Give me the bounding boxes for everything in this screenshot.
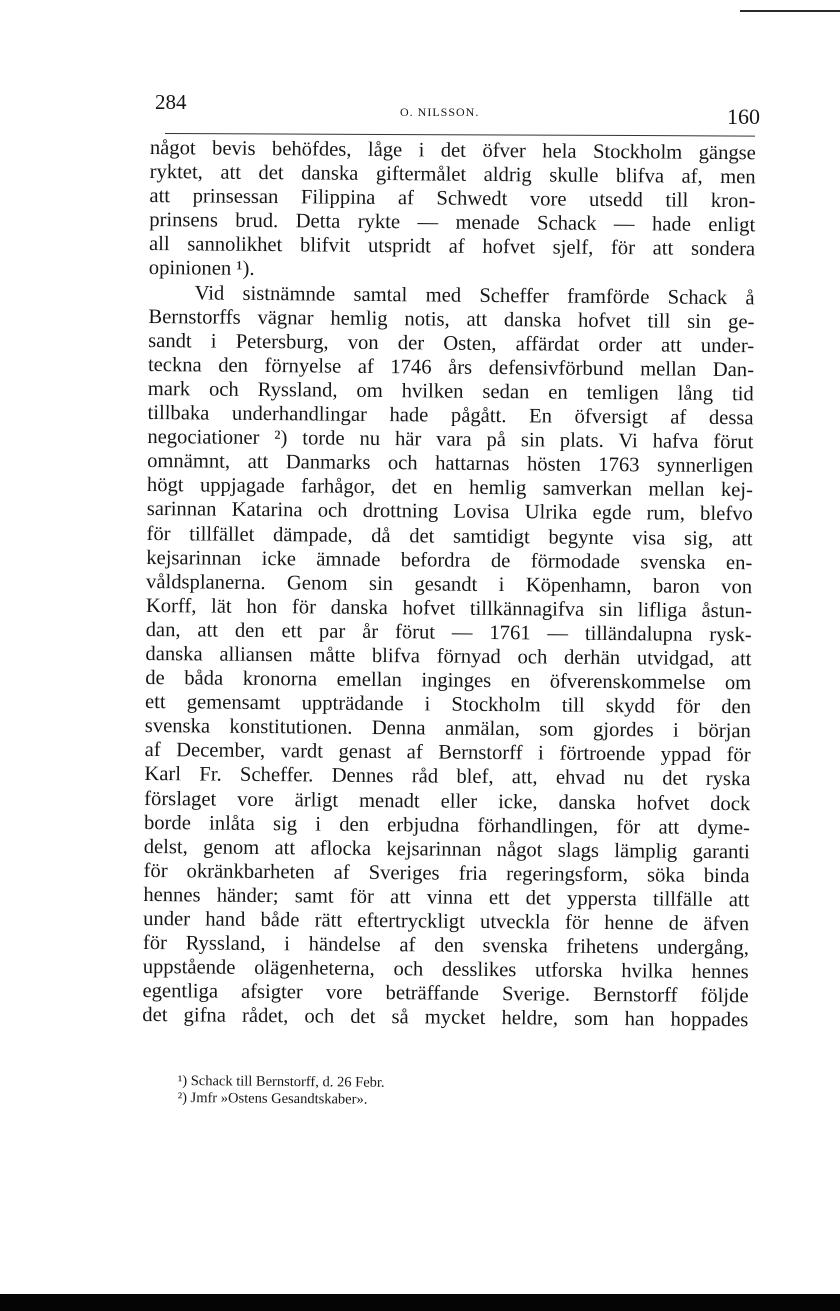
text-line: negociationer ²) torde nu här vara på sin plats. Vi hafva förut [147, 426, 754, 454]
text-line: Bernstorffs vägnar hemlig notis, att danska hofvet till sin ge- [148, 305, 755, 333]
text-line: sarinnan Katarina och drottning Lovisa Ulrika egde rum, blefvo [146, 498, 753, 526]
footnotes [178, 1073, 385, 1109]
text-line: teckna den förnyelse af 1746 års defensivförbund mellan Dan- [147, 353, 755, 382]
text-line: borde inlåta sig i den erbjudna förhandlingen, för att dyme- [143, 811, 751, 839]
text-line: för Ryssland, i händelse af den svenska frihetens undergång, [142, 932, 750, 960]
footnote-2: ²) Jmfr »Ostens Gesandtskaber». [177, 1089, 368, 1108]
text-line: det gifna rådet, och det så mycket heldre, som han hoppades [142, 1004, 749, 1032]
text-line: uppstående olägenheterna, och desslikes utforska hvilka hennes [142, 956, 749, 984]
text-line: sandt i Petersburg, von der Osten, affärdat order att under- [148, 329, 755, 358]
text-line: under hand både rätt eftertryckligt utveckla för henne de äfven [143, 907, 750, 936]
text-line: svenska konstitutionen. Denna anmälan, som gjordes i början [144, 715, 751, 743]
text-line: delst, genom att aflocka kejsarinnan något slags lämplig garanti [143, 835, 750, 863]
text-line: för tillfället dämpade, då det samtidigt begynte visa sig, att [146, 522, 753, 550]
text-line: omnämnt, att Danmarks och hattarnas hösten 1763 synnerligen [147, 450, 754, 478]
scan-bottom-band [0, 1294, 840, 1311]
text-line: Karl Fr. Scheffer. Dennes råd blef, att, ehvad nu det ryska [144, 763, 751, 791]
body-text [142, 136, 756, 1033]
text-line: kejsarinnan icke ämnade befordra de förmodade svenska en- [146, 546, 753, 574]
text-line: Korff, lät hon för danska hofvet tillkännagifva sin lifliga åstun- [145, 594, 752, 623]
running-title: O. NILSSON. [400, 105, 480, 119]
text-line: prinsens brud. Detta rykte — menade Schack — hade enligt [149, 209, 756, 237]
text-line: ryktet, att det danska giftermålet aldrig skulle blifva af, men [149, 161, 756, 189]
text-line: egentliga afsigter vore beträffande Sverige. Bernstorff följde [142, 980, 749, 1008]
text-line: högt uppjagade farhågor, det en hemlig samverkan mellan kej- [146, 474, 754, 502]
text-line: af December, vardt genast af Bernstorff i förtroende yppad för [144, 739, 751, 767]
text-line: för okränkbarheten af Sveriges fria regeringsform, söka binda [143, 859, 750, 888]
text-line: ett gemensamt uppträdande i Stockholm till skydd för den [144, 691, 752, 719]
text-line: mark och Ryssland, om hvilken sedan en temligen lång tid [147, 377, 754, 406]
text-line: all sannolikhet blifvit utspridt af hofvet sjelf, för att sondera [148, 233, 756, 261]
left-page-number: 284 [155, 90, 187, 114]
right-page-number: 160 [727, 104, 760, 129]
text-line: att prinsessan Filippina af Schwedt vore utsedd till kron- [149, 185, 756, 213]
text-line: Vid sistnämnde samtal med Scheffer framförde Schack å [194, 281, 755, 309]
footnote-1: ¹) Schack till Bernstorff, d. 26 Febr. [177, 1073, 385, 1091]
text-line: förslaget vore ärligt menadt eller icke, danska hofvet dock [144, 787, 751, 815]
text-line: dan, att den ett par år förut — 1761 — tilländalupna rysk- [145, 618, 752, 647]
text-line: hennes händer; samt för att vinna ett det yppersta tillfälle att [143, 883, 750, 912]
text-line: opinionen ¹). [148, 257, 255, 281]
text-line: danska alliansen måtte blifva förnyad och derhän utvidgad, att [145, 642, 752, 671]
text-line: tillbaka underhandlingar hade pågått. En öfversigt af dessa [147, 402, 754, 430]
text-line: våldsplanerna. Genom sin gesandt i Köpenhamn, baron von [146, 570, 753, 598]
text-line: något bevis behöfdes, låge i det öfver hela Stockholm gängse [149, 136, 756, 165]
text-line: de båda kronorna emellan inginges en öfverenskommelse om [145, 667, 752, 695]
